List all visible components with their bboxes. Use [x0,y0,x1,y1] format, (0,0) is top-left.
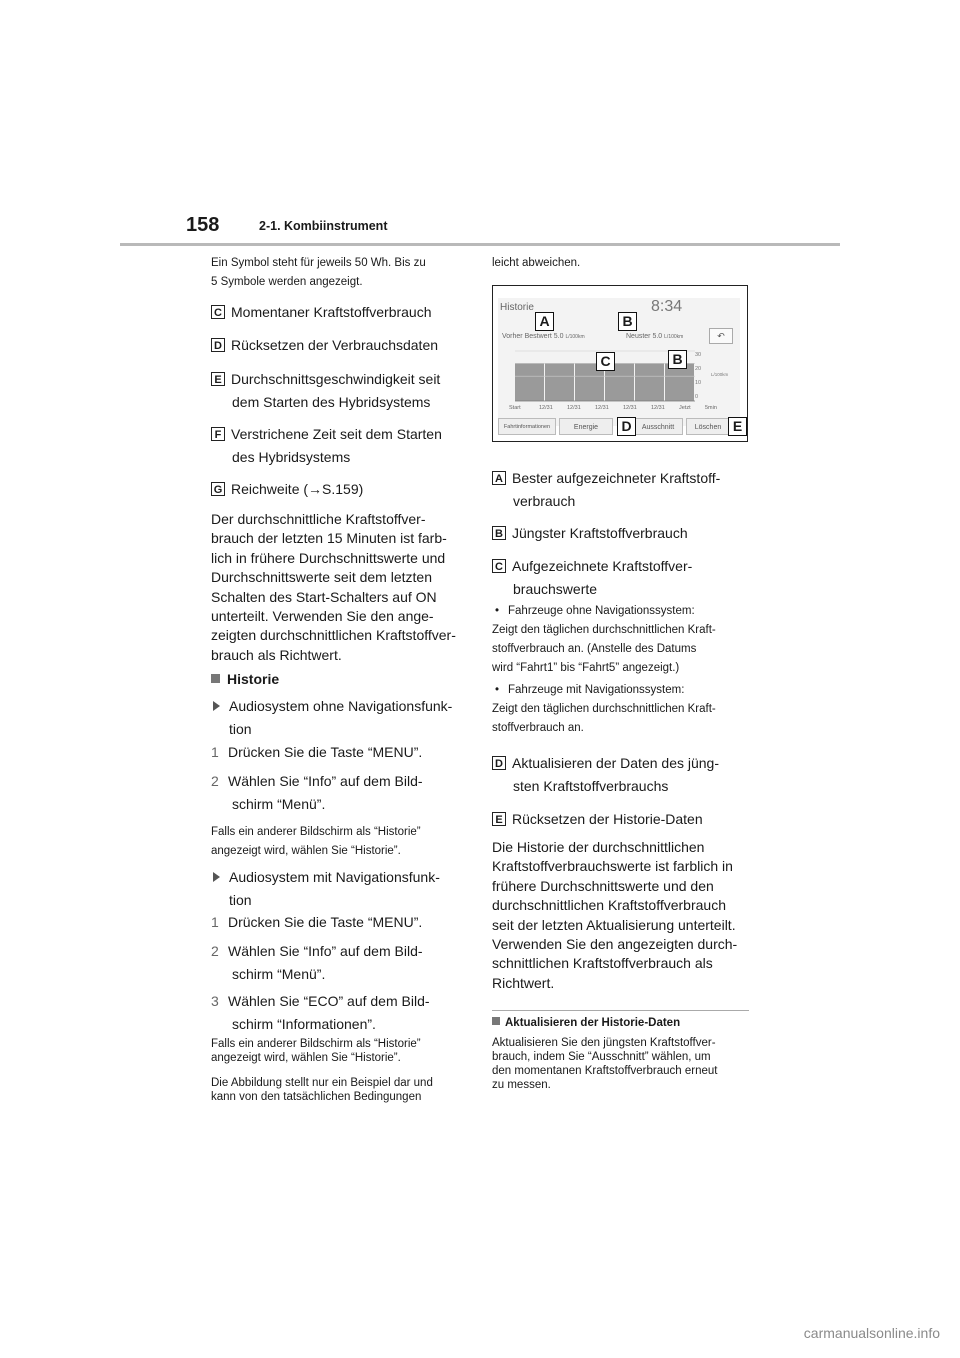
screen-clock: 8:34 [651,298,683,315]
callout-b-top: B [618,312,637,331]
sub2-note: Falls ein anderer Bildschirm als “Historie” angezeigt wird, wählen Sie “Historie”. [211,1038,421,1064]
chart-bar [545,363,574,401]
label-tag: A [492,471,506,485]
y-unit: L/100km [711,372,729,377]
triangle-bullet-icon [213,872,220,882]
label-tag: C [492,559,506,573]
fahrtinformationen-button[interactable]: Fahrtinformationen [498,418,556,435]
chart-bar [515,363,544,401]
sub1-step-1: 1 Drücken Sie die Taste “MENU”. [211,744,423,760]
triangle-bullet-icon [213,701,220,711]
item-f: F Verstrichene Zeit seit dem Starten des Hybridsystems [211,423,442,469]
latest-row: Neuster 5.0 L/100km [626,333,684,340]
box-text: Aktualisieren Sie den jüngsten Kraftstoffver- brauch, indem Sie “Ausschnitt” wählen, um den momentanen Kraftstoffverbrauch erneut zu messen. [492,1037,718,1091]
sub2-heading: Audiosystem mit Navigationsfunk- tion [213,866,440,912]
item-c: C Momentaner Kraftstoffverbrauch [211,301,432,324]
sub2-step-3: 3 Wählen Sie “ECO” auf dem Bild- schirm “Informationen”. [211,993,430,1032]
label-tag: E [492,812,506,826]
label-tag: F [211,427,225,441]
sub2-step-1: 1 Drücken Sie die Taste “MENU”. [211,914,423,930]
loeschen-button[interactable]: Löschen [686,418,730,435]
ausschnitt-button[interactable]: Ausschnitt [633,418,683,435]
continuation-text: leicht abweichen. [492,257,581,269]
label-tag: G [211,482,225,496]
label-tag: D [211,338,225,352]
section-title: 2-1. Kombiinstrument [259,219,388,233]
intro-text: Ein Symbol steht für jeweils 50 Wh. Bis zu 5 Symbole werden angezeigt. [211,257,426,288]
box-heading: Aktualisieren der Historie-Daten [492,1017,680,1029]
item-b: B Jüngster Kraftstoffverbrauch [492,522,688,545]
back-icon[interactable]: ↶ [709,328,733,344]
bullet-no-nav: • Fahrzeuge ohne Navigationssystem: Zeigt den täglichen durchschnittlichen Kraft- stoffverbrauch an. (Anstelle des Datums wird “Fahrt1” bis “Fahrt5” angezeigt.) [492,605,716,674]
box-rule [492,1010,749,1011]
item-e-right: E Rücksetzen der Historie-Daten [492,808,703,831]
item-e: E Durchschnittsgeschwindigkeit seit dem Starten des Hybridsystems [211,368,440,414]
right-paragraph: Die Historie der durchschnittlichen Kraftstoffverbrauchswerte ist farblich in frühere Durchschnittswerte und den durchschnittlichen Kraftstoffverbrauch seit der letzten Aktualisierung unterteilt. Verwenden Sie den angezeigten durch- schnittlichen Kraftstoffverbrauch als Richtwert. [492,839,738,991]
screen-title: Historie [500,302,534,313]
energie-button[interactable]: Energie [559,418,613,435]
label-tag: E [211,372,225,386]
historie-heading: Historie [211,668,279,691]
bullet-with-nav: • Fahrzeuge mit Navigationssystem: Zeigt den täglichen durchschnittlichen Kraft- stoffverbrauch an. [492,684,716,734]
label-tag: C [211,305,225,319]
sub1-note: Falls ein anderer Bildschirm als “Historie” angezeigt wird, wählen Sie “Historie”. [211,826,421,857]
label-tag: D [492,756,506,770]
screen-illustration: Historie 8:34 Vorher Bestwert 5.0 L/100km Neuster 5.0 L/100km ↶ 30 20 10 0 L/100km Start 12/31 12/31 12/31 12/31 12/31 Jetzt 5min Fahrtinformationen Energie Ausschnitt Löschen A B C B D E [492,285,748,442]
y-ticks: 30 20 10 0 [695,352,702,400]
final-note: Die Abbildung stellt nur ein Beispiel dar und kann von den tatsächlichen Bedingungen [211,1077,433,1103]
item-d-right: D Aktualisieren der Daten des jüng- sten Kraftstoffverbrauchs [492,752,719,798]
callout-c: C [596,352,615,371]
callout-d: D [617,417,636,436]
item-a: A Bester aufgezeichneter Kraftstoff- verbrauch [492,467,720,513]
sub1-step-2: 2 Wählen Sie “Info” auf dem Bild- schirm “Menü”. [211,773,423,812]
chart-bar [635,363,664,401]
left-paragraph: Der durchschnittliche Kraftstoffver- brauch der letzten 15 Minuten ist farb- lich in frühere Durchschnittswerte und Durchschnittswerte seit dem letzten Schalten des Start-Schalters auf ON unterteilt. Verwenden Sie den ange- zeigten durchschnittlichen Kraftstoffver- brauch als Richtwert. [211,511,456,663]
label-tag: B [492,526,506,540]
item-c-right: C Aufgezeichnete Kraftstoffver- brauchswerte [492,555,692,601]
sub2-step-2: 2 Wählen Sie “Info” auf dem Bild- schirm “Menü”. [211,943,423,982]
square-bullet-icon [211,674,220,683]
item-d: D Rücksetzen der Verbrauchsdaten [211,334,438,357]
callout-b-mid: B [668,350,687,369]
callout-e: E [728,417,747,436]
header-rule [120,243,840,246]
page-number: 158 [186,214,220,236]
prev-best-row: Vorher Bestwert 5.0 L/100km [502,333,585,340]
square-bullet-icon [492,1017,500,1025]
sub1-heading: Audiosystem ohne Navigationsfunk- tion [213,695,452,741]
item-g: G Reichweite (→S.159) [211,478,363,501]
callout-a: A [535,312,554,331]
